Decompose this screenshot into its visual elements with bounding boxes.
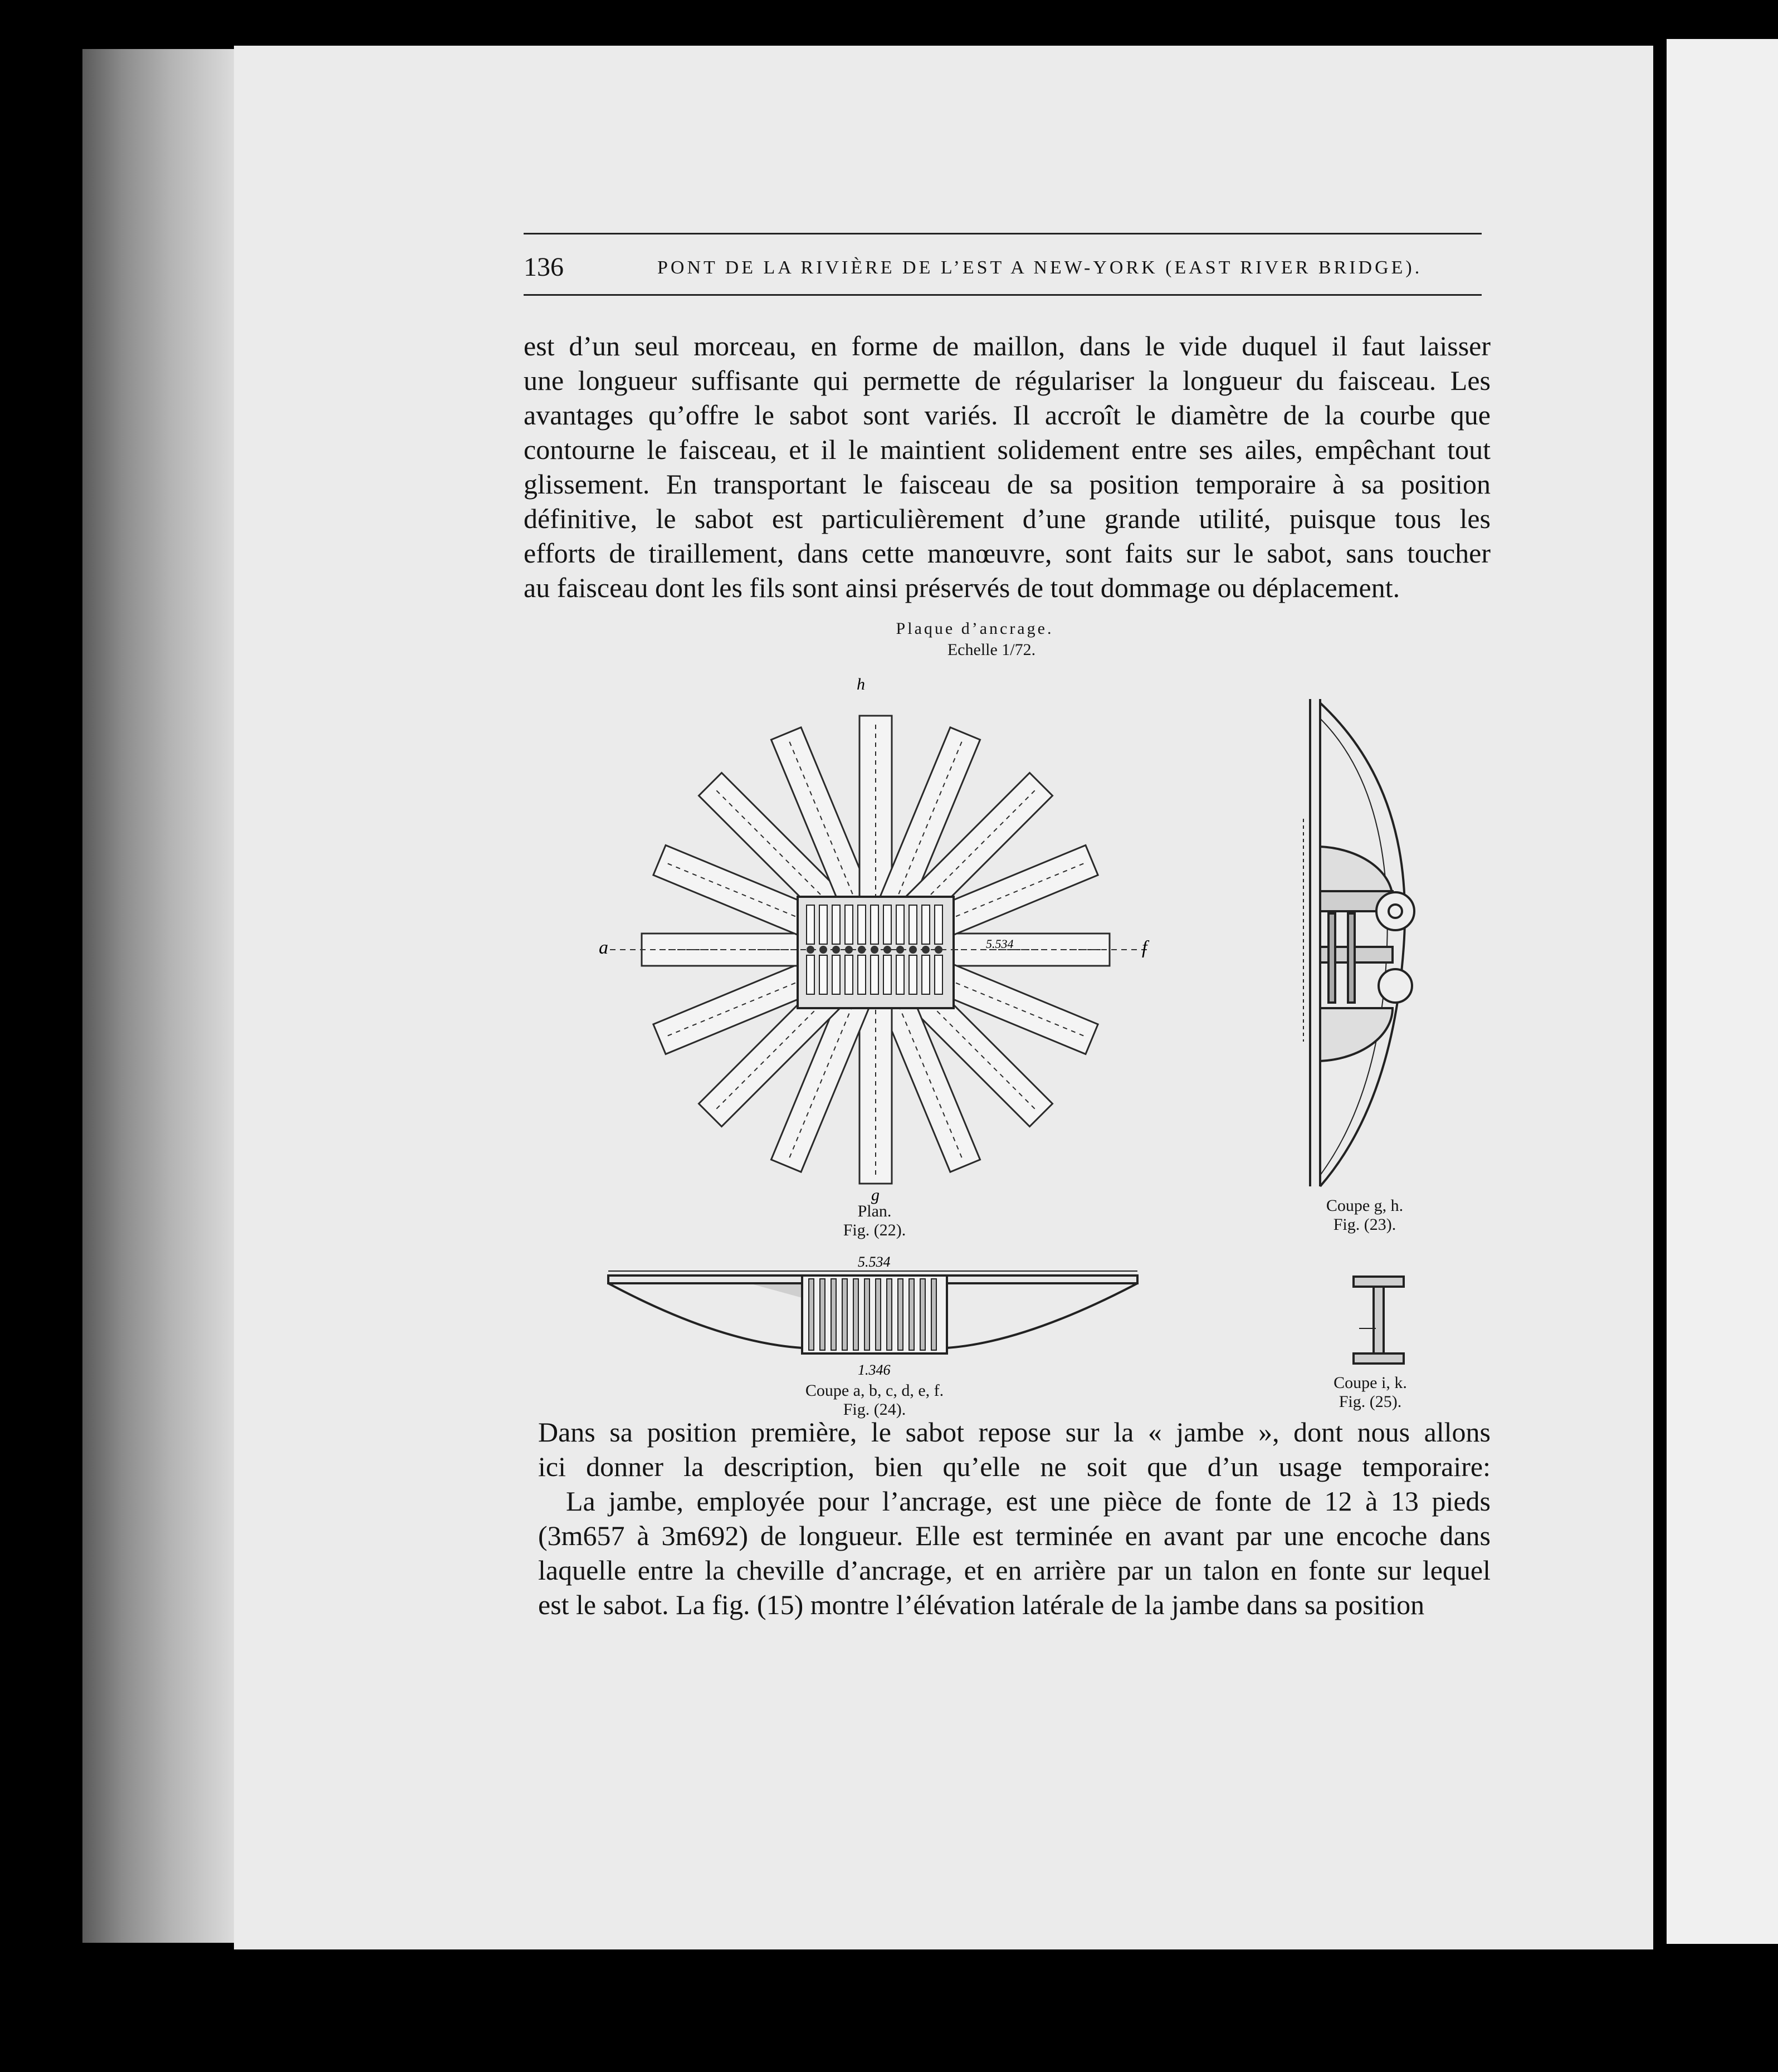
text-line: laquelle entre la cheville d’ancrage, et en arrière par un talon en fonte sur lequel	[538, 1555, 1491, 1586]
caption-fig23	[1292, 1196, 1437, 1234]
figure-title: Plaque d’ancrage.	[896, 619, 1054, 638]
text-line: glissement. En transportant le faisceau de sa position temporaire à sa position	[524, 468, 1491, 500]
fig22-slot	[909, 955, 917, 994]
fig24-dim-bottom: 1.346	[858, 1362, 891, 1378]
caption-name: Coupe g, h.	[1326, 1196, 1404, 1215]
fig22-slot	[819, 955, 827, 994]
page-number: 136	[524, 252, 564, 282]
fig22-dim: 5.534	[986, 937, 1014, 951]
fig22-slot	[922, 955, 930, 994]
fig22-label-g: g	[871, 1186, 880, 1204]
fig22-slot	[883, 955, 891, 994]
caption-fig22	[802, 1202, 947, 1240]
caption-fig: Fig. (25).	[1339, 1392, 1402, 1411]
fig22-slot	[922, 905, 930, 944]
text-line: contourne le faisceau, et il le maintient solidement entre ses ailes, empêchant tout	[524, 434, 1491, 465]
fig24-rib	[887, 1279, 892, 1350]
text-line: est d’un seul morceau, en forme de maillon, dans le vide duquel il faut laisser	[524, 330, 1491, 361]
caption-fig: Fig. (24).	[843, 1400, 906, 1419]
fig24-dim-top: 5.534	[858, 1254, 891, 1270]
caption-name: Coupe a, b, c, d, e, f.	[805, 1381, 944, 1400]
text-line: ici donner la description, bien qu’elle ne soit que d’un usage temporaire:	[538, 1451, 1491, 1482]
fig22-slot	[896, 955, 904, 994]
fig22-slot	[909, 905, 917, 944]
fig22-slot	[807, 905, 814, 944]
caption-fig: Fig. (22).	[843, 1221, 906, 1239]
fig22-slot	[845, 955, 853, 994]
text-line: Dans sa position première, le sabot repose sur la « jambe », dont nous allons	[538, 1416, 1491, 1448]
fig22-slot	[819, 905, 827, 944]
fig24-rib	[864, 1279, 870, 1350]
fig24-rib	[898, 1279, 903, 1350]
fig25-section-drawing	[1354, 1277, 1404, 1364]
fig24-section-drawing	[608, 1271, 1137, 1353]
fig24-rib	[842, 1279, 847, 1350]
fig22-slot	[832, 905, 840, 944]
caption-fig24	[746, 1381, 1003, 1419]
text-line: définitive, le sabot est particulièrement d’une grande utilité, puisque tous les	[524, 503, 1491, 534]
fig23-section-drawing	[1303, 699, 1414, 1186]
text-line: au faisceau dont les fils sont ainsi préservés de tout dommage ou déplacement.	[524, 572, 1400, 603]
caption-fig25	[1298, 1374, 1443, 1411]
fig24-rib	[931, 1279, 936, 1350]
caption-name: Plan.	[857, 1202, 892, 1220]
figure-scale: Echelle 1/72.	[947, 641, 1036, 659]
text-line: une longueur suffisante qui permette de régulariser la longueur du faisceau. Les	[524, 365, 1491, 396]
fig22-slot	[832, 955, 840, 994]
caption-name: Coupe i, k.	[1334, 1374, 1407, 1392]
text-line: efforts de tiraillement, dans cette manœuvre, sont faits sur le sabot, sans toucher	[524, 537, 1491, 569]
fig22-slot	[883, 905, 891, 944]
fig22-slot	[807, 955, 814, 994]
text-line: avantages qu’offre le sabot sont variés. Il accroît le diamètre de la courbe que	[524, 399, 1491, 431]
fig22-slot	[858, 955, 866, 994]
fig22-slot	[896, 905, 904, 944]
text-line: (3m657 à 3m692) de longueur. Elle est terminée en avant par une encoche dans	[538, 1520, 1491, 1551]
fig24-rib	[876, 1279, 881, 1350]
fig22-slot	[871, 905, 878, 944]
fig24-rib	[853, 1279, 858, 1350]
fig24-rib	[809, 1279, 814, 1350]
text-line: La jambe, employée pour l’ancrage, est une pièce de fonte de 12 à 13 pieds	[566, 1485, 1491, 1517]
fig22-label-f: f	[1142, 937, 1147, 958]
fig22-label-h: h	[857, 675, 865, 693]
fig22-slot	[935, 955, 942, 994]
caption-fig: Fig. (23).	[1333, 1215, 1396, 1234]
paragraph-bottom	[538, 1415, 1491, 1622]
fig22-slot	[858, 905, 866, 944]
fig24-rib	[831, 1279, 836, 1350]
fig24-rib	[820, 1279, 825, 1350]
fig22-slot	[845, 905, 853, 944]
fig22-slot	[871, 955, 878, 994]
running-head: PONT DE LA RIVIÈRE DE L’EST A NEW-YORK (EAST RIVER BRIDGE).	[657, 257, 1423, 278]
fig24-rib	[909, 1279, 914, 1350]
fig24-rib	[920, 1279, 925, 1350]
text-line: est le sabot. La fig. (15) montre l’élévation latérale de la jambe dans sa position	[538, 1589, 1425, 1620]
fig22-slot	[935, 905, 942, 944]
fig22-label-a: a	[599, 937, 608, 958]
